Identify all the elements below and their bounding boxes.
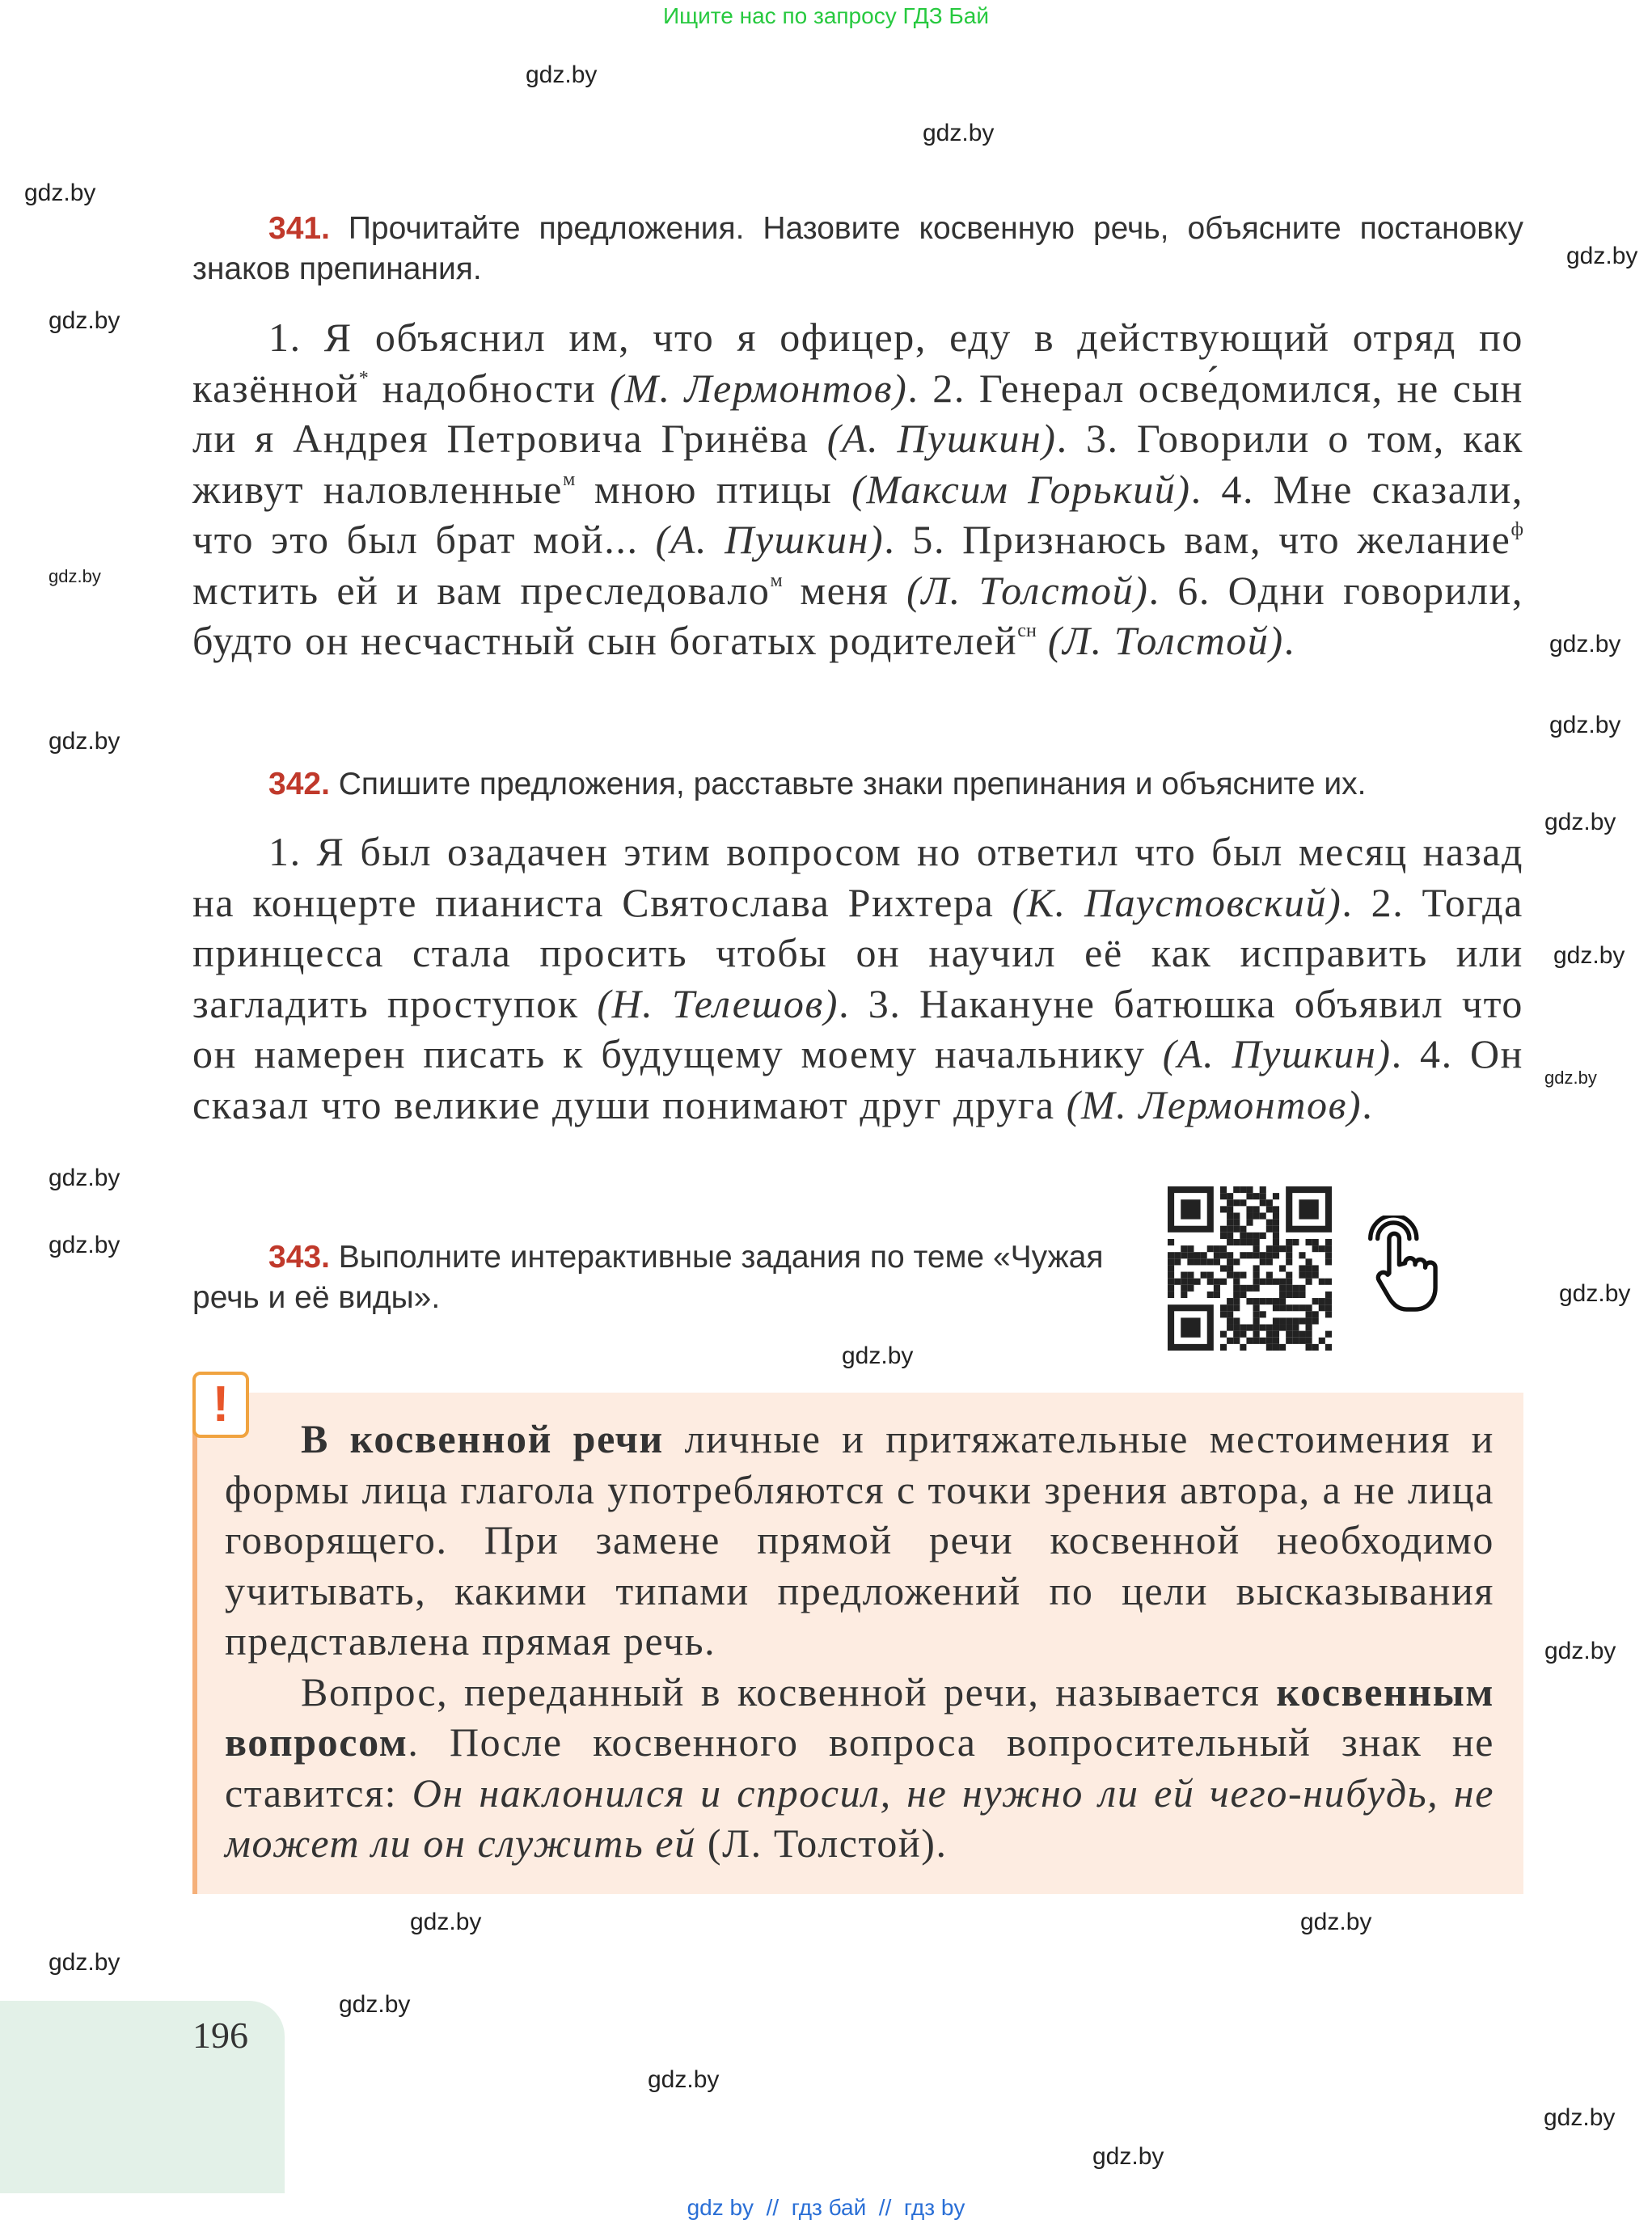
text-segment: (Л. Толстой). [695,1820,948,1866]
footnote-mark: ф [1510,519,1523,540]
text-segment: личные и притяжательные местоимения и формы лица глагола употребляются с точки зрения автора, а не лица говорящего. При замене прямой речи косвенной необходимо учитывать, какими типами предложений по цели высказывания представлена прямая речь. [225,1416,1494,1664]
text-segment: . 5. Признаюсь вам, что желание [884,517,1511,562]
text-segment: (М. Лермонтов) [610,365,908,411]
text-segment: (А. Пушкин) [826,416,1057,461]
footnote-mark: м [770,569,783,591]
exercise-number: 342. [268,767,330,801]
text-segment: . 3. Говорили о том, как живут наловленные [192,416,1524,512]
text-segment: Вопрос, переданный в косвенной речи, называется [301,1668,1277,1715]
text-segment: косвенным вопросом [225,1668,1494,1765]
watermark: gdz.by [923,120,995,146]
text-segment: . 3. Накануне батюшка объявил что он намерен писать к будущему моему начальнику [192,980,1524,1076]
text-segment: (Л. Толстой) [906,567,1149,613]
qr-code[interactable] [1168,1186,1332,1351]
text-segment: (Л. Толстой) [1047,618,1284,663]
exercise-instruction: Прочитайте предложения. Назовите косвенную речь, объясните постановку знаков препинания. [192,211,1523,286]
text-segment: меня [782,567,907,613]
text-segment: Он наклонился и спросил, не нужно ли ей чего-нибудь, не может ли он служить ей [225,1769,1494,1866]
watermark: gdz.by [1544,1638,1616,1664]
watermark: gdz.by [1553,942,1625,969]
watermark: gdz.by [49,566,101,586]
exercise-instruction: Спишите предложения, расставьте знаки препинания и объясните их. [338,767,1367,801]
rule-paragraph [225,1667,1494,1869]
exercise-342-task [192,764,1523,805]
text-segment: (А. Пушкин) [655,517,885,562]
text-segment: (А. Пушкин) [1162,1031,1392,1076]
watermark: gdz.by [648,2066,720,2093]
text-segment [1037,618,1048,663]
text-segment: В косвенной речи [301,1416,664,1461]
top-banner[interactable]: Ищите нас по запросу ГДЗ Бай [662,3,990,28]
watermark: gdz.by [1566,243,1638,269]
watermark: gdz.by [49,728,120,755]
text-segment: . 2. Тогда принцесса стала просить чтобы он научил её как исправить или загладить проступок [192,879,1523,1026]
text-segment: 1. Я объяснил им, что я офицер, еду в действующий отряд по казённой [192,315,1523,411]
footnote-mark: * [358,367,369,389]
text-segment: . [1362,1081,1374,1127]
watermark: gdz.by [1549,631,1621,657]
text-segment: . [1283,618,1295,663]
text-segment: (Максим Горький) [851,466,1191,512]
exercise-number: 343. [268,1240,330,1275]
watermark: gdz.by [49,1232,120,1258]
watermark: gdz.by [842,1342,914,1369]
text-segment: (Н. Телешов) [597,980,839,1026]
exercise-343-task [192,1237,1163,1318]
watermark: gdz.by [526,61,598,88]
watermark: gdz.by [1544,809,1616,835]
exclamation-icon: ! [192,1372,249,1438]
footnote-mark: м [563,468,576,490]
rule-text [225,1414,1494,1869]
rule-paragraph [225,1414,1494,1667]
watermark: gdz.by [49,1949,120,1976]
text-segment: мною птицы [575,466,852,512]
watermark: gdz.by [339,1991,411,2018]
watermark: gdz.by [24,180,96,206]
exercise-342-sentences [192,827,1523,1130]
watermark: gdz.by [1544,2104,1616,2131]
watermark: gdz.by [49,307,120,334]
text-segment: (К. Паустовский) [1012,879,1342,925]
exercise-341-task [192,209,1523,290]
text-segment: 1. Я был озадачен этим вопросом но ответил что был месяц назад на концерте пианиста Святослава Рихтера [192,829,1523,925]
text-segment: . 2. Генерал осве́домился, не сын ли я Андрея Петровича Гринёва [192,365,1523,461]
text-segment: . 4. Он сказал что великие души понимают друг друга [192,1031,1524,1127]
watermark: gdz.by [1300,1909,1372,1935]
watermark: gdz.by [1549,712,1621,738]
exercise-341-sentences [192,312,1523,666]
watermark: gdz.by [49,1165,120,1191]
watermark: gdz.by [410,1909,482,1935]
text-segment: . После косвенного вопроса вопросительный знак не ставится: [225,1719,1494,1816]
tap-hand-icon [1365,1216,1439,1317]
watermark: gdz.by [1544,1068,1597,1088]
text-segment: . 4. Мне сказали, что это был брат мой... [192,466,1523,562]
text-segment: (М. Лермонтов) [1066,1081,1363,1127]
exercise-number: 341. [268,211,330,246]
text-segment: надобности [368,365,611,411]
footnote-mark: сн [1017,620,1037,641]
text-segment: . 6. Одни говорили, будто он несчастный сын богатых родителей [192,567,1523,663]
watermark: gdz.by [1559,1280,1631,1307]
watermark: gdz.by [1092,2143,1164,2170]
page-number: 196 [192,2015,248,2056]
text-segment: мстить ей и вам преследовало [192,567,771,613]
footer-links[interactable]: gdz by // гдз бай // гдз by [687,2195,965,2220]
exercise-instruction: Выполните интерактивные задания по теме «Чужая речь и её виды». [192,1240,1104,1315]
